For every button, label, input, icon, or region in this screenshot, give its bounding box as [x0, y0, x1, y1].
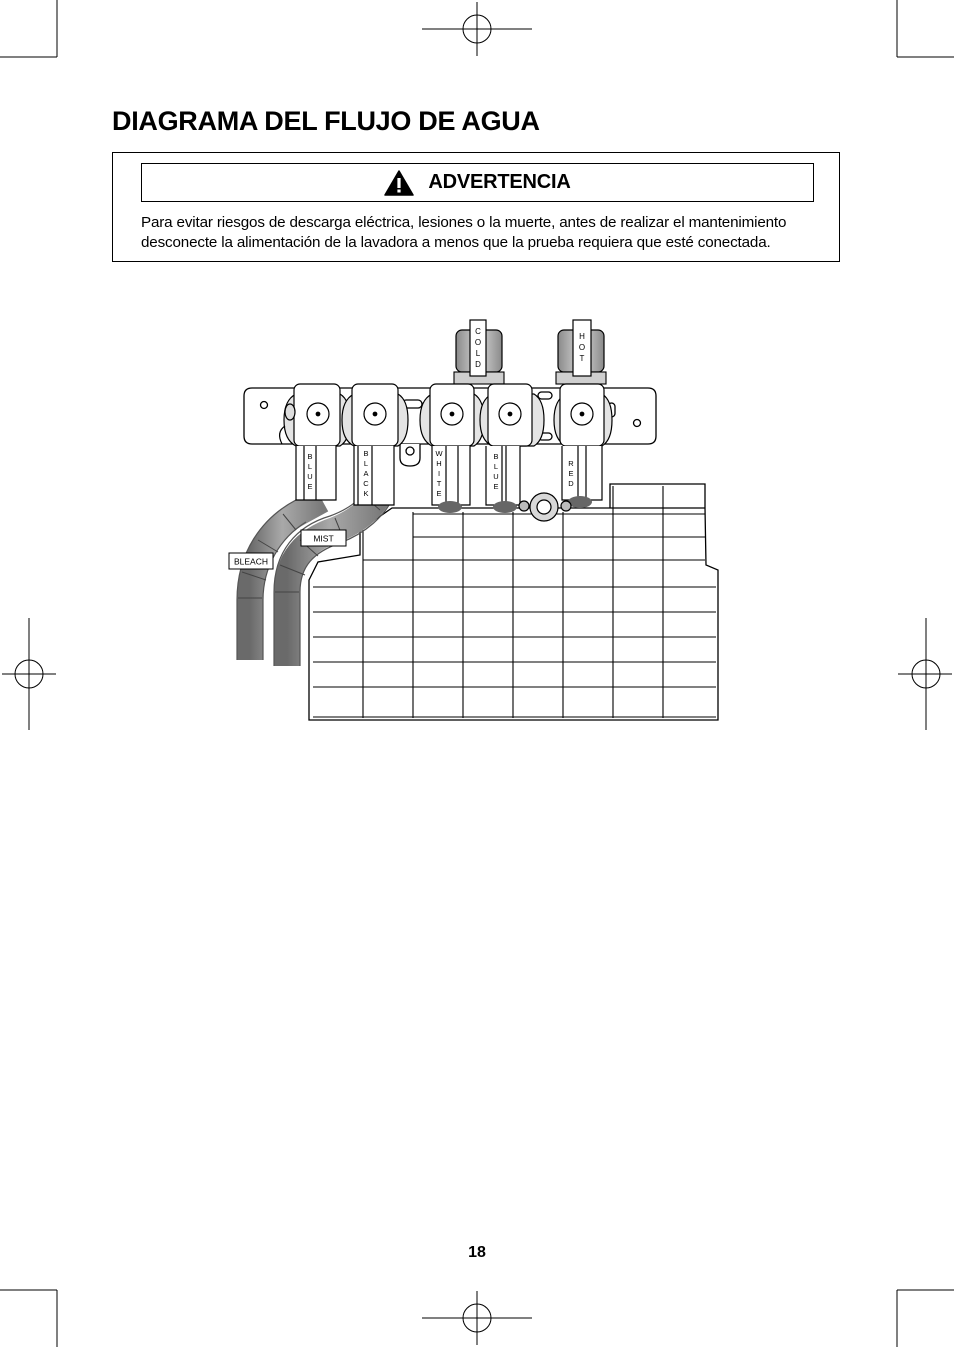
registration-mark-right — [898, 618, 952, 730]
mist-label-box — [301, 530, 346, 546]
red-label-d: D — [568, 479, 574, 488]
black-label-l: L — [363, 459, 369, 468]
valve-blue-2 — [480, 384, 544, 513]
page-number: 18 — [468, 1244, 486, 1261]
bleach-label: BLEACH — [233, 556, 269, 567]
valve-white — [420, 384, 484, 513]
hot-label-t: T — [579, 354, 585, 363]
warning-text: Para evitar riesgos de descarga eléctrica, lesiones o la muerte, antes de realizar el mantenimiento desconecte la alimentación de la lavadora a menos que la prueba requiera que esté conectada. — [141, 214, 787, 251]
white-label-t: T — [436, 479, 442, 488]
valve-blue-1 — [280, 384, 350, 500]
registration-mark-left — [2, 618, 56, 730]
page-title: DIAGRAMA DEL FLUJO DE AGUA — [112, 106, 540, 136]
blue1-label-l: L — [307, 462, 313, 471]
registration-mark-top — [422, 2, 532, 56]
black-label-a: A — [363, 469, 369, 478]
warning-box — [112, 152, 840, 262]
white-label-i: I — [437, 469, 441, 478]
warning-title: ADVERTENCIA — [428, 171, 571, 193]
registration-mark-bottom — [422, 1291, 532, 1345]
black-label-k: K — [363, 489, 369, 498]
cold-label-d: D — [475, 360, 481, 369]
warning-triangle-icon — [384, 170, 414, 196]
warning-header — [141, 163, 814, 202]
blue1-label-e: E — [307, 482, 313, 491]
black-label-b: B — [363, 449, 369, 458]
white-label-e: E — [436, 489, 442, 498]
blue2-label-u: U — [493, 472, 499, 481]
red-label-r: R — [568, 459, 574, 468]
blue2-label-b: B — [493, 452, 499, 461]
blue2-label-e: E — [493, 482, 499, 491]
blue1-label-u: U — [307, 472, 313, 481]
hot-inlet — [556, 320, 606, 384]
bleach-label-box — [229, 553, 273, 569]
white-label-w: W — [435, 449, 443, 458]
mist-label: MIST — [313, 533, 334, 544]
hot-label-h: H — [579, 332, 585, 341]
water-flow-diagram — [215, 310, 735, 730]
valve-black — [342, 384, 408, 505]
blue1-label-b: B — [307, 452, 313, 461]
cold-inlet — [454, 320, 504, 384]
cold-label-l: L — [475, 349, 481, 358]
hot-label-o: O — [578, 343, 586, 352]
white-label-h: H — [436, 459, 442, 468]
cold-label-o: O — [474, 338, 482, 347]
red-label-e: E — [568, 469, 574, 478]
black-label-c: C — [363, 479, 369, 488]
cold-label-c: C — [475, 327, 481, 336]
blue2-label-l: L — [493, 462, 499, 471]
valve-red — [554, 384, 612, 508]
